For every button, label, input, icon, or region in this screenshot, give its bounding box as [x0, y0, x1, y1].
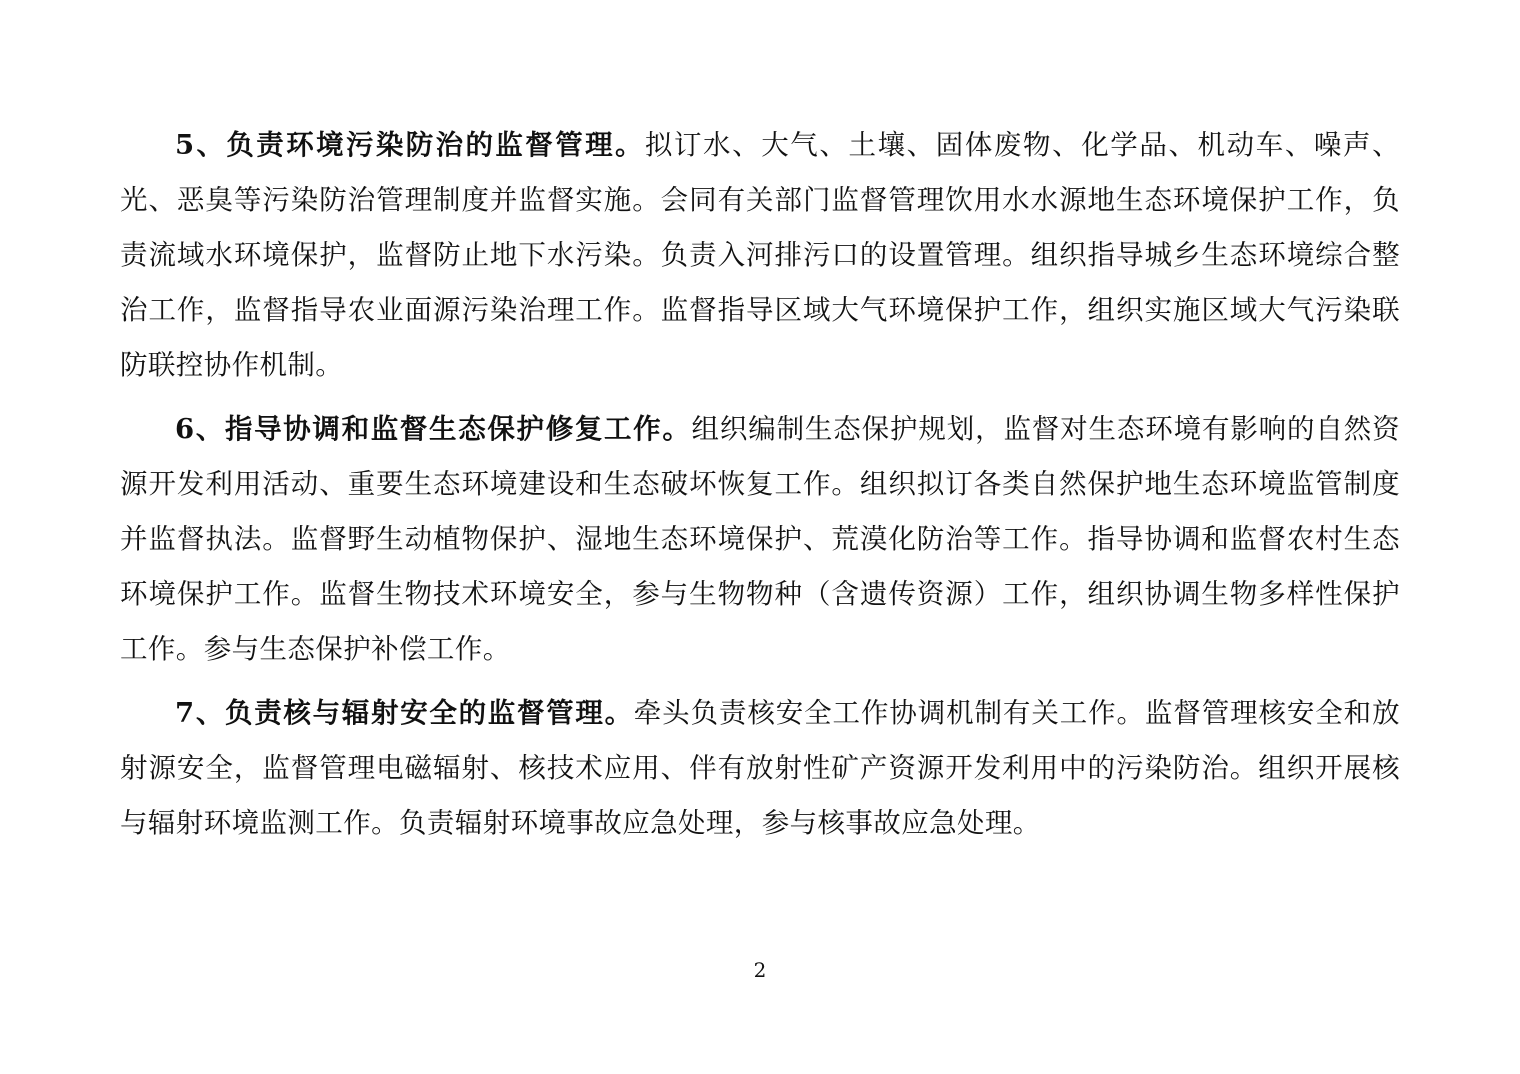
paragraph-6-body: 组织编制生态保护规划，监督对生态环境有影响的自然资源开发利用活动、重要生态环境建设和生态破坏恢复工作。组织拟订各类自然保护地生态环境监管制度并监督执法。监督野生动植物保护、湿地生态环境保护、荒漠化防治等工作。指导协调和监督农村生态环境保护工作。监督生物技术环境安全，参与生物物种（含遗传资源）工作，组织协调生物多样性保护工作。参与生态保护补偿工作。: [120, 413, 1401, 665]
paragraph-5-body: 拟订水、大气、土壤、固体废物、化学品、机动车、噪声、光、恶臭等污染防治管理制度并监督实施。会同有关部门监督管理饮用水水源地生态环境保护工作，负责流域水环境保护，监督防止地下水污染。负责入河排污口的设置管理。组织指导城乡生态环境综合整治工作，监督指导农业面源污染治理工作。监督指导区域大气环境保护工作，组织实施区域大气污染联防联控协作机制。: [120, 129, 1400, 381]
paragraph-7: [120, 686, 1400, 851]
paragraph-6-lead: 6、指导协调和监督生态保护修复工作。: [175, 413, 692, 445]
paragraph-5: [120, 118, 1400, 393]
paragraph-5-lead: 5、负责环境污染防治的监督管理。: [175, 129, 645, 161]
page-number: 2: [753, 958, 767, 982]
paragraph-6: [120, 402, 1400, 677]
paragraph-7-body: 牵头负责核安全工作协调机制有关工作。监督管理核安全和放射源安全，监督管理电磁辐射、核技术应用、伴有放射性矿产资源开发利用中的污染防治。组织开展核与辐射环境监测工作。负责辐射环境事故应急处理，参与核事故应急处理。: [120, 697, 1400, 839]
document-body: [120, 118, 1400, 860]
paragraph-7-lead: 7、负责核与辐射安全的监督管理。: [175, 697, 634, 729]
